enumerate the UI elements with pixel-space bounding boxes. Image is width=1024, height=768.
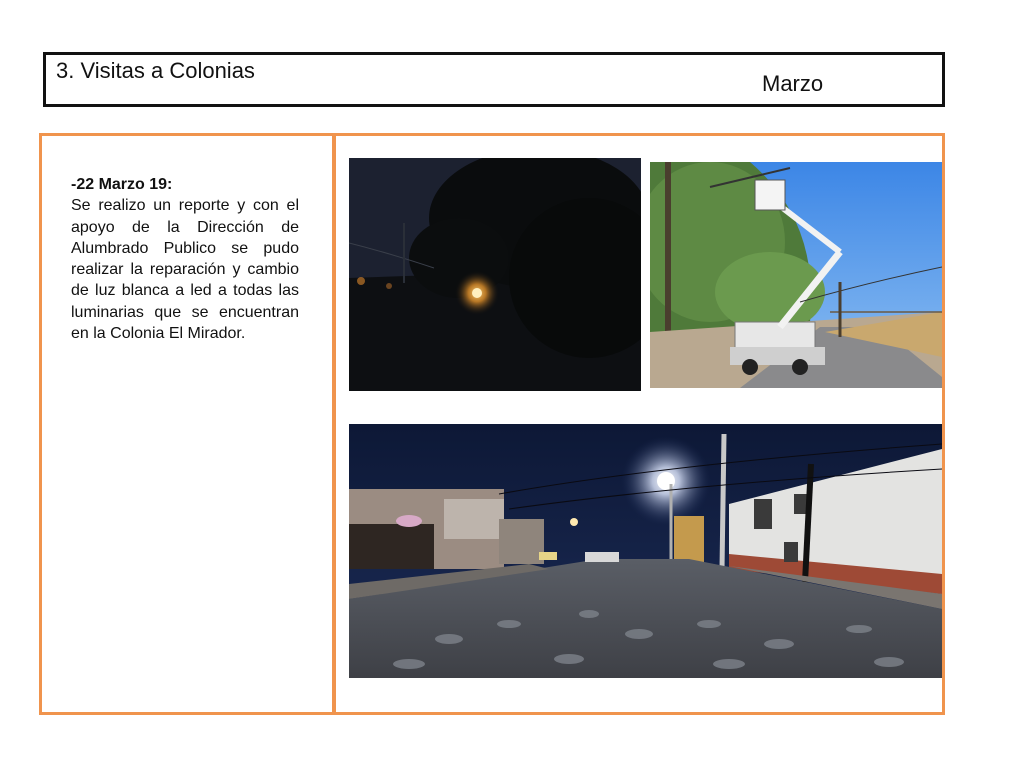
- report-body: Se realizo un reporte y con el apoyo de la Dirección de Alumbrado Publico se pudo realizar la reparación y cambio de luz blanca a led a todas las luminarias que se encuentran en la Colonia El Mirador.: [71, 197, 299, 343]
- slide-month: Marzo: [762, 71, 824, 96]
- slide-header: [43, 52, 945, 107]
- lit-cobblestone-street-photo: [349, 424, 942, 678]
- report-text: [71, 174, 299, 344]
- report-date: -22 Marzo 19:: [71, 176, 173, 193]
- night-dark-street-photo: [349, 158, 641, 391]
- crane-truck-repair-photo: [650, 162, 942, 388]
- slide-title: 3. Visitas a Colonias: [56, 58, 255, 83]
